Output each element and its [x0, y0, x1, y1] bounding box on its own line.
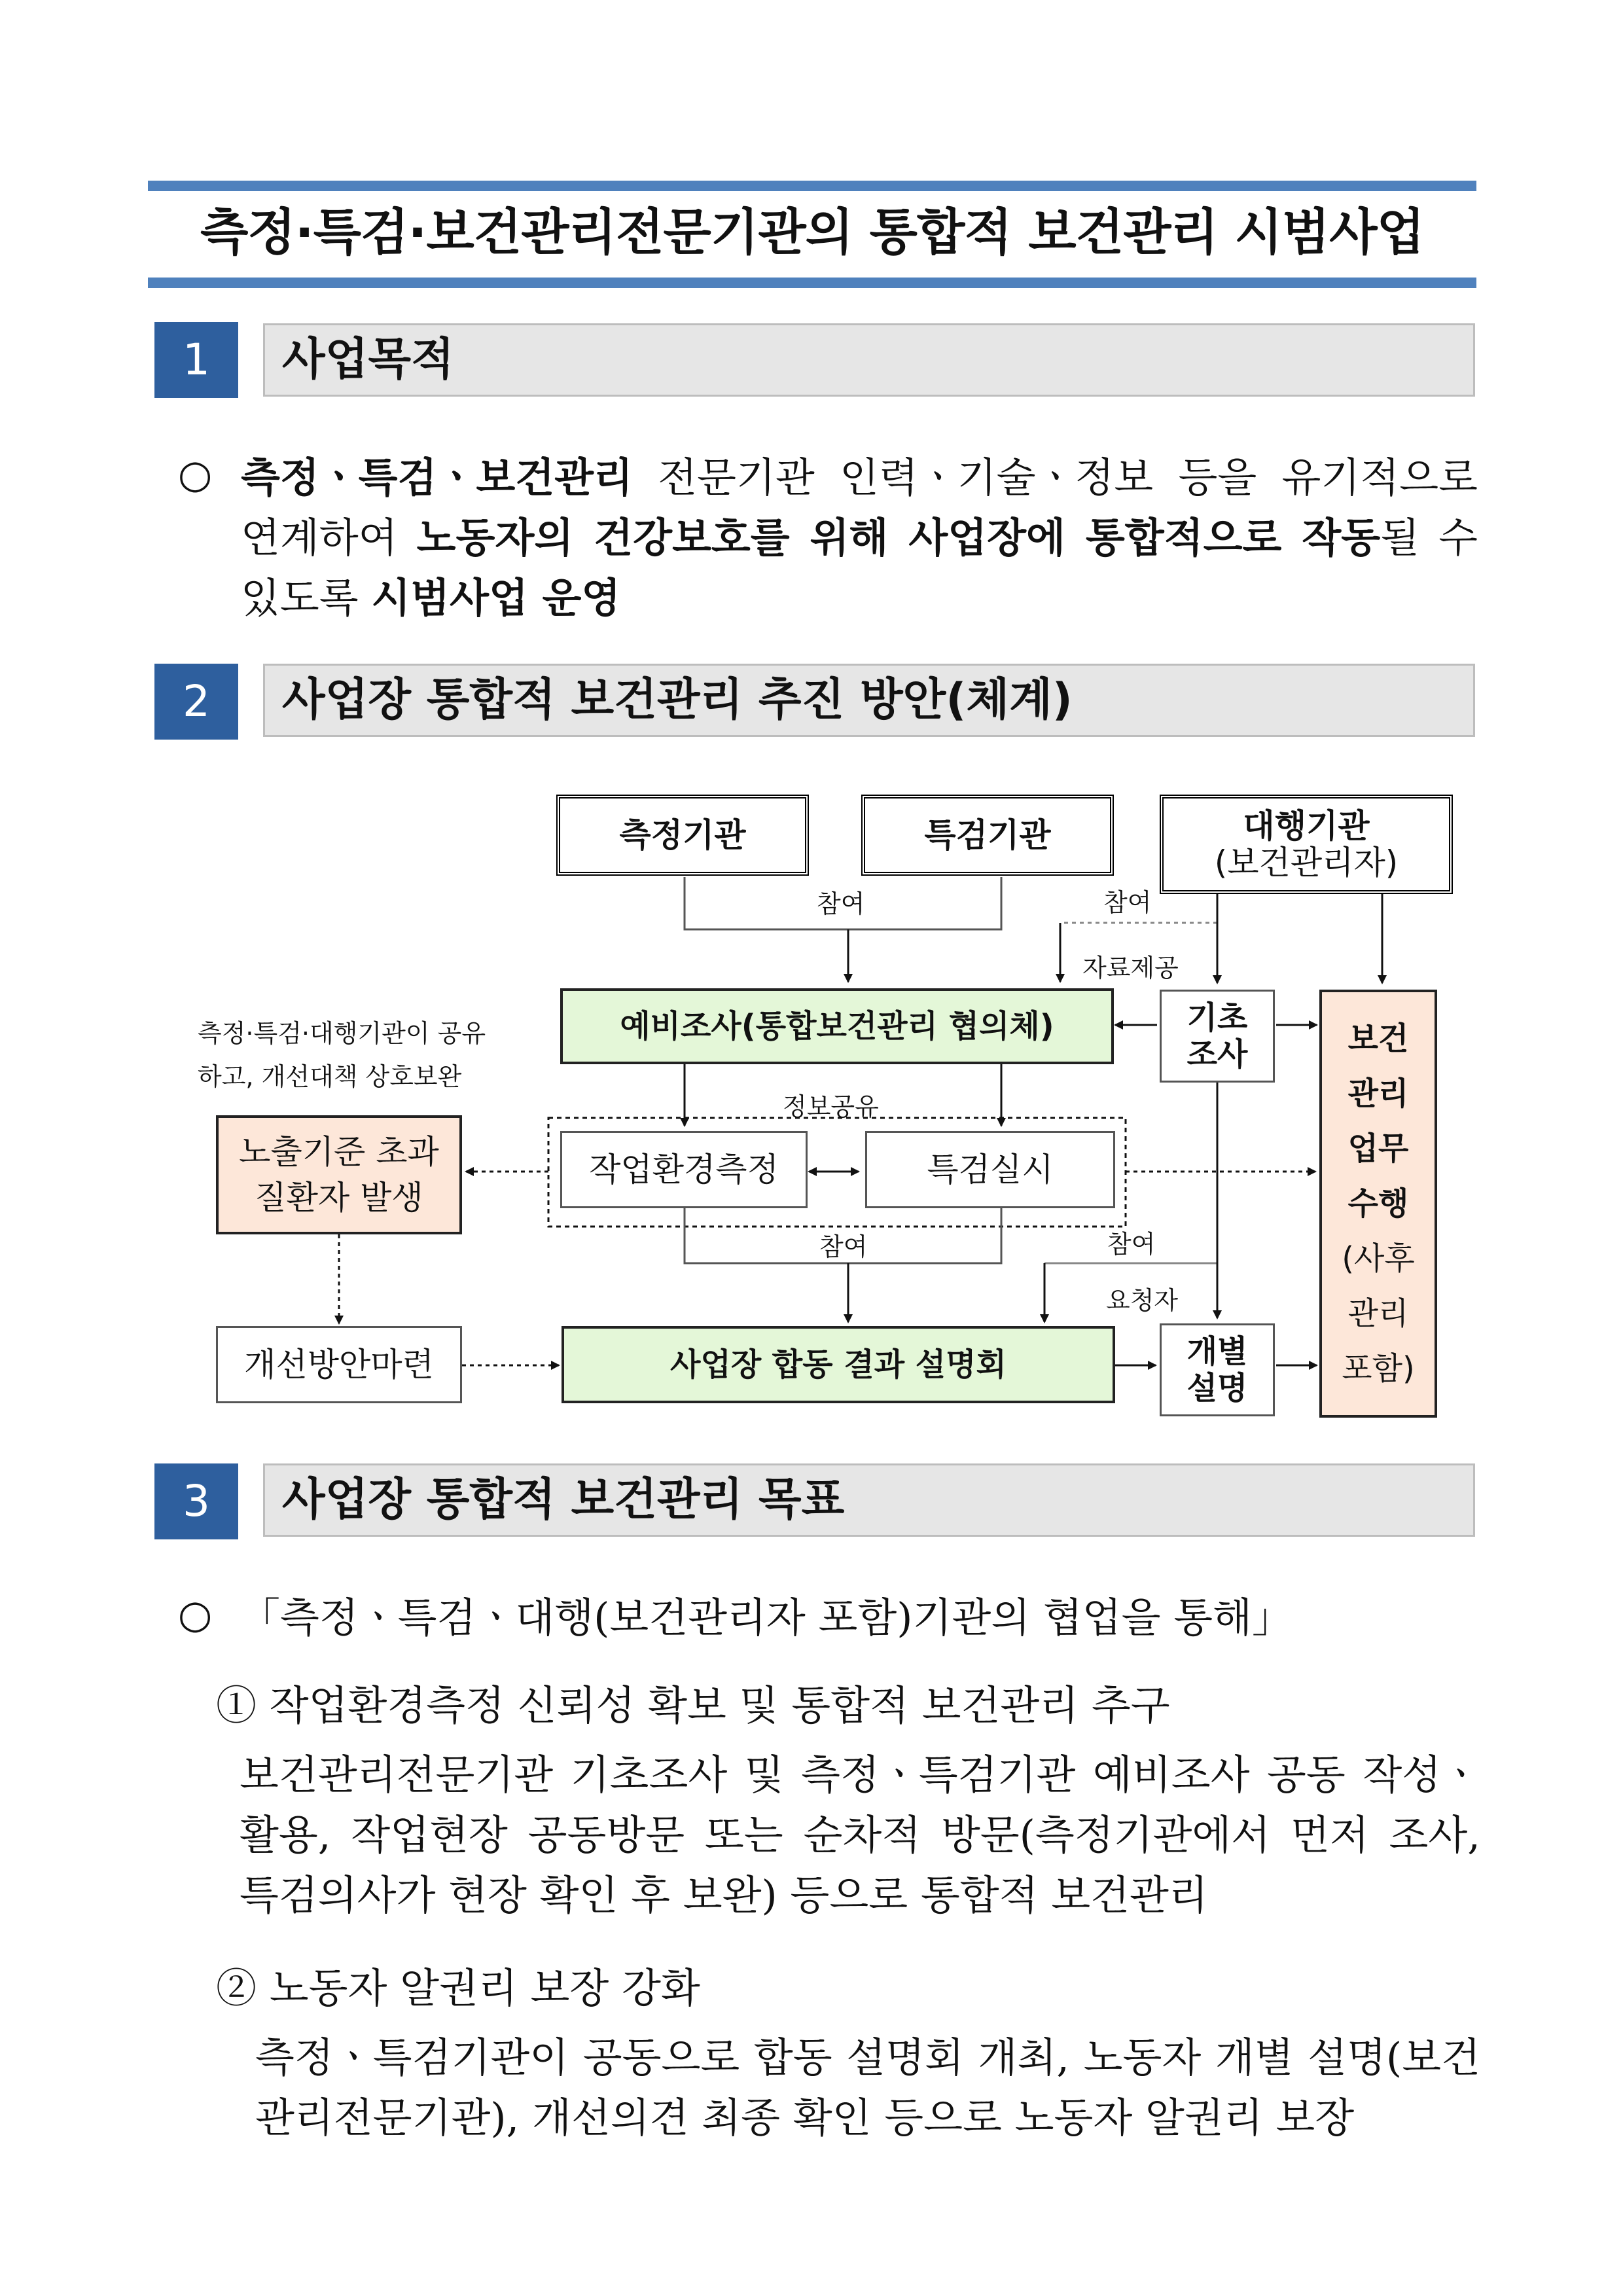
box-basic-line2: 조사: [1186, 1036, 1248, 1073]
label-join-3: 참여: [819, 1232, 868, 1261]
box-joint-briefing: 사업장 합동 결과 설명회: [562, 1326, 1115, 1403]
box-measurement-agency: 측정기관: [556, 795, 809, 876]
section-1-number: 1: [154, 322, 238, 398]
box-health-management: [1319, 990, 1437, 1418]
purpose-bold-3: 시범사업 운영: [371, 574, 621, 622]
health-line-1: 보건: [1347, 1020, 1409, 1057]
box-indiv-line1: 개별: [1186, 1333, 1248, 1370]
purpose-bold-2: 노동자의 건강보호를 위해 사업장에 통합적으로 작동: [416, 514, 1381, 562]
section-2-title: 사업장 통합적 보건관리 추진 방안(체계): [263, 664, 1475, 737]
health-line-4: 수행: [1347, 1185, 1409, 1222]
box-improvement-plan: 개선방안마련: [216, 1326, 462, 1403]
box-indiv-line2: 설명: [1186, 1370, 1248, 1407]
goal-2-body: 측정ㆍ특검기관이 공동으로 합동 설명회 개최, 노동자 개별 설명(보건관리전문기관), 개선의견 최종 확인 등으로 노동자 알권리 보장: [255, 2034, 1480, 2142]
label-requester: 요청자: [1106, 1286, 1179, 1315]
box-special-exam-agency: 특검기관: [861, 795, 1114, 876]
side-note-line2: 하고, 개선대책 상호보완: [198, 1062, 462, 1091]
label-join-1: 참여: [817, 889, 865, 918]
box-individual-explain: [1160, 1323, 1275, 1416]
box-exposure-exceed: [216, 1115, 462, 1234]
label-join-2: 참여: [1103, 888, 1152, 917]
box-agency: [1160, 795, 1453, 894]
purpose-text-2: 될 수 있도록: [241, 514, 1478, 622]
box-agency-line2: (보건관리자): [1214, 844, 1399, 882]
box-exceed-line2: 질환자 발생: [255, 1179, 423, 1217]
section-1-title: 사업목적: [263, 323, 1475, 397]
health-line-3: 업무: [1347, 1130, 1409, 1167]
goal-1-title: ① 작업환경측정 신뢰성 확보 및 통합적 보건관리 추구: [216, 1681, 1170, 1729]
box-preliminary-survey: 예비조사(통합보건관리 협의체): [560, 988, 1114, 1064]
purpose-bold-1: 측정ㆍ특검ㆍ보건관리: [241, 454, 633, 501]
goals-bullet: ○: [178, 1592, 213, 1638]
side-note-line1: 측정·특검·대행기관이 공유: [198, 1019, 486, 1048]
box-exceed-line1: 노출기준 초과: [239, 1133, 439, 1171]
health-line-2: 관리: [1347, 1075, 1409, 1112]
section-3-number: 3: [154, 1463, 238, 1539]
box-agency-line1: 대행기관: [1243, 807, 1370, 845]
goal-1-body: 보건관리전문기관 기초조사 및 측정ㆍ특검기관 예비조사 공동 작성ㆍ활용, 작업현장 공동방문 또는 순차적 방문(측정기관에서 먼저 조사, 특검의사가 현장 확인 후 보완) 등으로 통합적 보건관리: [240, 1751, 1480, 1919]
health-line-6: 관리: [1347, 1295, 1409, 1332]
box-work-env-measure: 작업환경측정: [560, 1131, 808, 1208]
section-3-title: 사업장 통합적 보건관리 목표: [263, 1463, 1475, 1537]
box-special-exam: 특검실시: [865, 1131, 1115, 1208]
health-line-7: 포함): [1342, 1350, 1415, 1387]
page-title: 측정·특검·보건관리전문기관의 통합적 보건관리 시범사업: [200, 203, 1425, 261]
label-info-share: 정보공유: [783, 1092, 879, 1121]
purpose-bullet: ○: [178, 452, 213, 497]
health-line-5: (사후: [1342, 1240, 1415, 1277]
purpose-text-1: 전문기관 인력ㆍ기술ㆍ정보 등을 유기적으로 연계하여: [241, 454, 1478, 562]
box-basic-survey: [1160, 990, 1275, 1083]
section-2-number: 2: [154, 664, 238, 740]
goal-2-title: ② 노동자 알권리 보장 강화: [216, 1964, 700, 2012]
label-join-4: 참여: [1107, 1230, 1156, 1259]
label-data-provide: 자료제공: [1082, 954, 1179, 982]
box-basic-line1: 기초: [1186, 999, 1248, 1036]
goals-intro: 「측정ㆍ특검ㆍ대행(보건관리자 포함)기관의 협업을 통해」: [240, 1594, 1293, 1641]
